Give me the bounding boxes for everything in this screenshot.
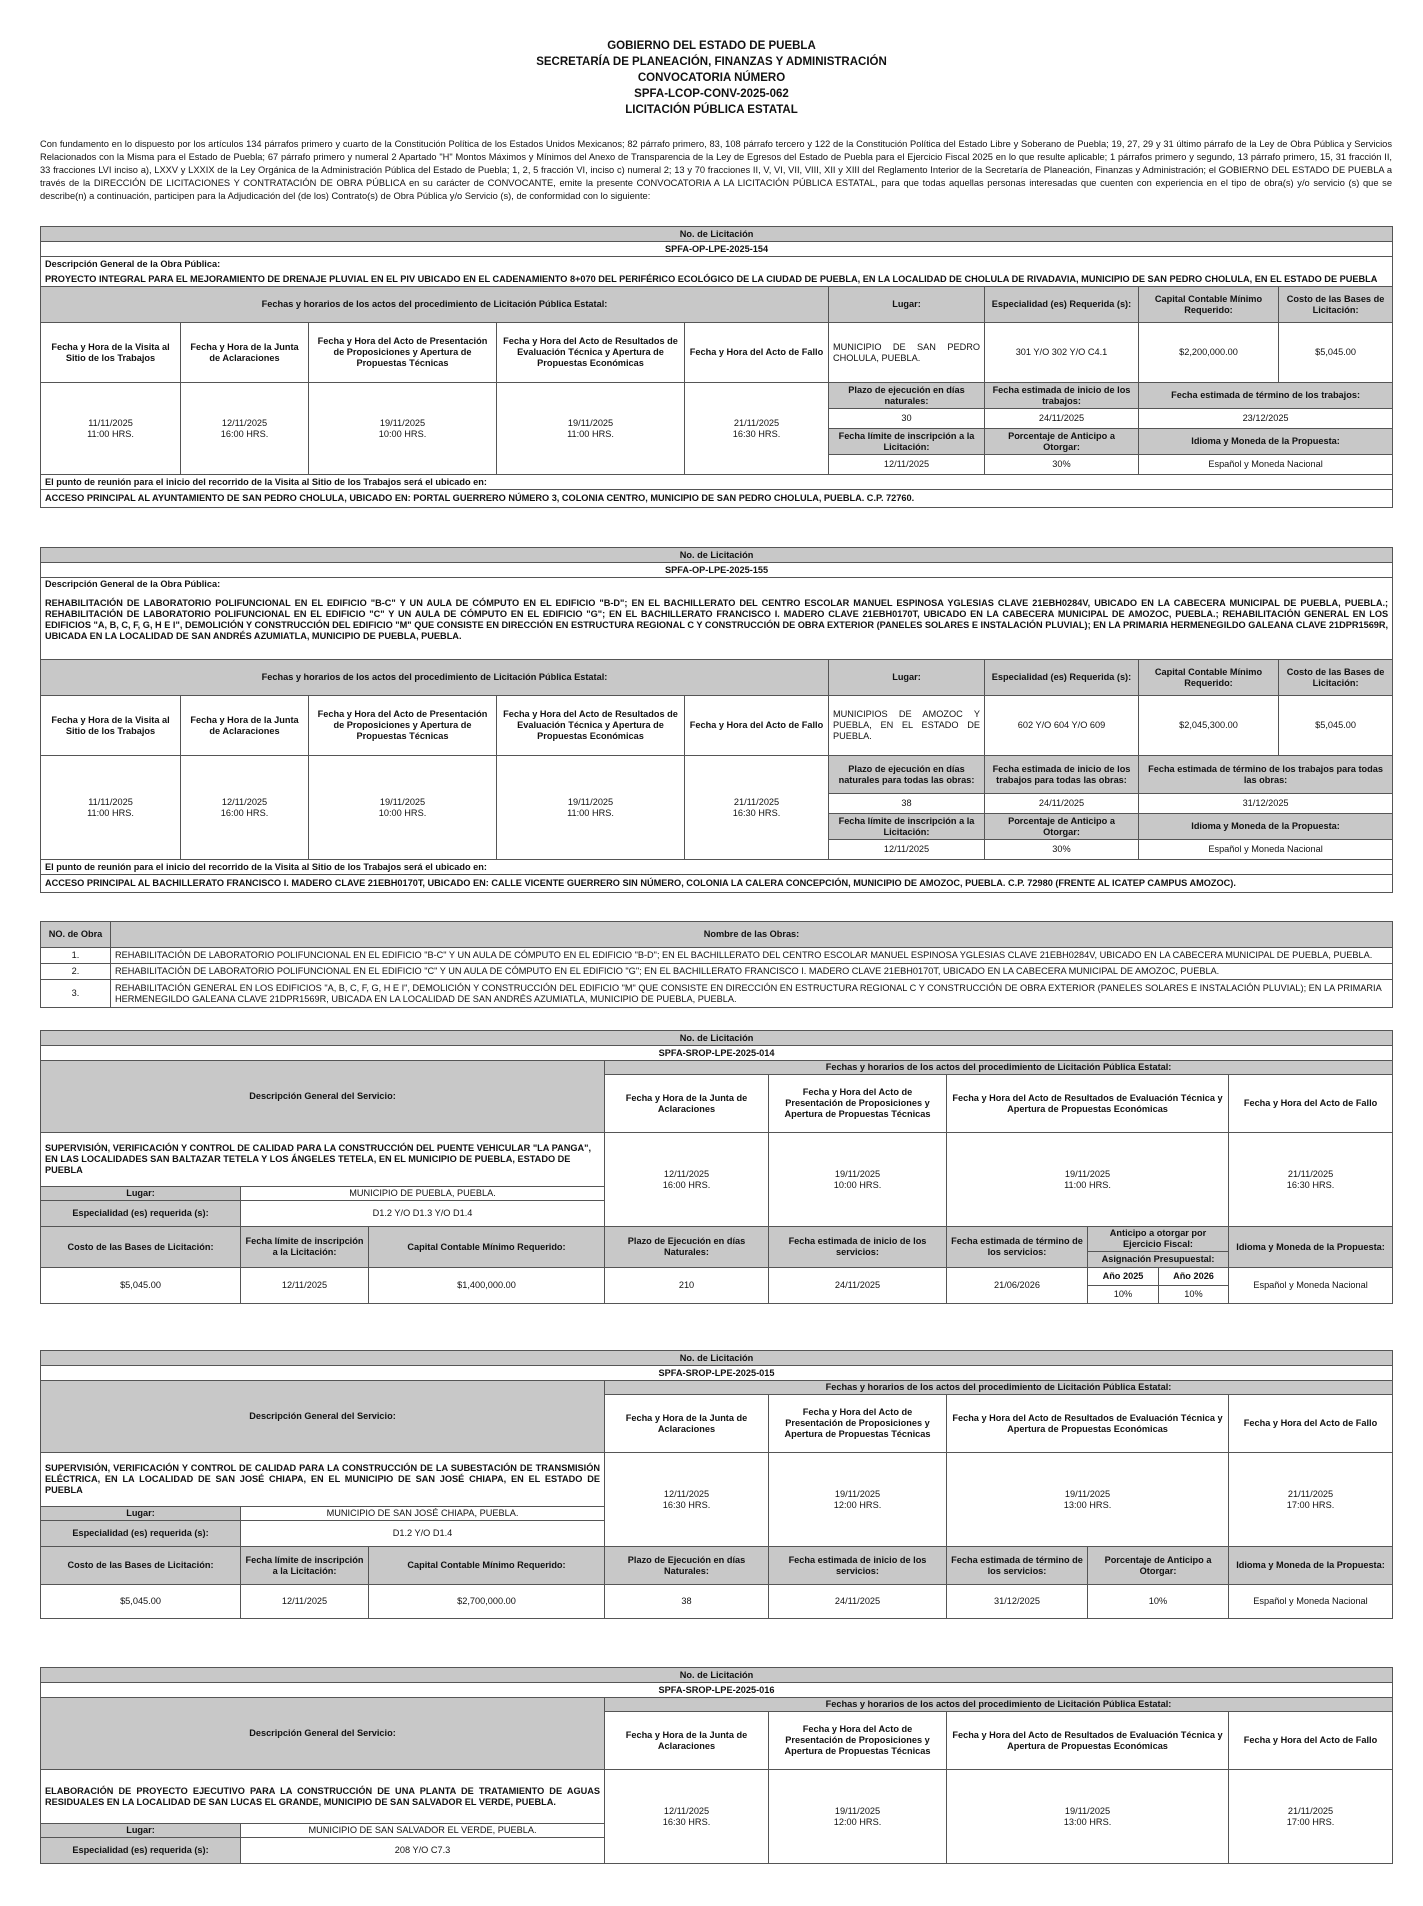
costo-value: $5,045.00 xyxy=(41,1268,241,1304)
licitacion-table-154 xyxy=(40,226,1393,508)
termino-label: Fecha estimada de término de los servicios: xyxy=(947,1547,1088,1585)
presentacion-label: Fecha y Hora del Acto de Presentación de Proposiciones y Apertura de Propuestas Técnicas xyxy=(769,1075,947,1133)
plazo-label: Plazo de ejecución en días naturales para todas las obras: xyxy=(829,756,985,794)
plazo-label: Plazo de Ejecución en días Naturales: xyxy=(605,1547,769,1585)
fallo-value: 21/11/2025 16:30 HRS. xyxy=(685,756,829,860)
capital-value: $2,700,000.00 xyxy=(369,1585,605,1619)
termino-label: Fecha estimada de término de los servicios: xyxy=(947,1227,1088,1268)
presentacion-label: Fecha y Hora del Acto de Presentación de Proposiciones y Apertura de Propuestas Técnicas xyxy=(769,1395,947,1453)
servicio-description: SUPERVISIÓN, VERIFICACIÓN Y CONTROL DE CALIDAD PARA LA CONSTRUCCIÓN DEL PUENTE VEHICULAR "LA PANGA", EN LAS LOCALIDADES SAN BALTAZAR TETELA Y LOS ÁNGELES TETELA, EN EL MUNICIPIO DE PUEBLA, ESTADO DE PUEBLA xyxy=(41,1133,605,1187)
junta-value: 12/11/2025 16:00 HRS. xyxy=(181,383,309,475)
licitacion-table-015 xyxy=(40,1350,1393,1619)
junta-label: Fecha y Hora de la Junta de Aclaraciones xyxy=(181,696,309,756)
limite-label: Fecha límite de inscripción a la Licitación: xyxy=(241,1227,369,1268)
header-line-5: LICITACIÓN PÚBLICA ESTATAL xyxy=(625,104,798,116)
intro-paragraph: Con fundamento en lo dispuesto por los artículos 134 párrafos primero y cuarto de la Constitución Política de los Estados Unidos Mexicanos; 82 párrafo primero, 83, 108 párrafo tercero y 122 de la Constitución Política del Estado Libre y Soberano de Puebla; 19, 27, 29 y 31 último párrafo de la Ley de Obra Pública y Servicios Relacionados con la Misma para el Estado de Puebla; 67 párrafo primero y numeral 2 Apartado "H" Montos Máximos y Mínimos del Anexo de Transparencia de la Ley de Egresos del Estado de Puebla para el Ejercicio Fiscal 2025 en lo que resulte aplicable; 1 párrafos primero y segundo, 13 párrafo primero, 15, 31 fracción II, 33 fracciones LVI inciso a), LXXV y LXXIX de la Ley Orgánica de la Administración Pública del Estado de Puebla; 1, 2, 5 fracción VI, inciso c) numeral 2; 13 y 70 fracciones II, V, VI, VII, VIII, XII y XIII del Reglamento Interior de la Secretaría de Planeación, Finanzas y Administración; el GOBIERNO DEL ESTADO DE PUEBLA a través de la DIRECCIÓN DE LICITACIONES Y CONTRATACIÓN DE OBRA PÚBLICA en su carácter de CONVOCANTE, emite la presente CONVOCATORIA A LA LICITACIÓN PÚBLICA ESTATAL, para que todas aquellas personas interesadas que cuenten con experiencia en el tipo de obra(s) y/o servicio (s) que se describe(n) a continuación, participen para la Adjudicación del (de los) Contrato(s) de Obra Pública y/o Servicio (s), de conformidad con lo siguiente: xyxy=(40,139,1392,201)
obra-description xyxy=(41,578,1393,660)
lugar-label: Lugar: xyxy=(829,287,985,323)
anticipo-2025-value: 10% xyxy=(1088,1286,1159,1304)
licitacion-table-014 xyxy=(40,1030,1393,1304)
junta-value: 12/11/2025 16:00 HRS. xyxy=(605,1133,769,1227)
limite-value: 12/11/2025 xyxy=(829,455,985,475)
inicio-label: Fecha estimada de inicio de los servicios: xyxy=(769,1547,947,1585)
especialidad-label: Especialidad (es) requerida (s): xyxy=(41,1201,241,1227)
asignacion-label: Asignación Presupuestal: xyxy=(1088,1252,1229,1268)
junta-value: 12/11/2025 16:30 HRS. xyxy=(605,1453,769,1547)
termino-value: 21/06/2026 xyxy=(947,1268,1088,1304)
idioma-value: Español y Moneda Nacional xyxy=(1139,840,1393,860)
servicio-description: ELABORACIÓN DE PROYECTO EJECUTIVO PARA LA CONSTRUCCIÓN DE UNA PLANTA DE TRATAMIENTO DE AGUAS RESIDUALES EN LA LOCALIDAD DE SAN LUCAS EL GRANDE, MUNICIPIO DE SAN SALVADOR EL VERDE, PUEBLA. xyxy=(41,1770,605,1824)
fallo-value: 21/11/2025 17:00 HRS. xyxy=(1229,1453,1393,1547)
presentacion-value: 19/11/2025 10:00 HRS. xyxy=(769,1133,947,1227)
no-licitacion-label: No. de Licitación xyxy=(41,548,1393,563)
costo-value: $5,045.00 xyxy=(1279,696,1393,756)
obra-description-text: PROYECTO INTEGRAL PARA EL MEJORAMIENTO DE DRENAJE PLUVIAL EN EL PIV UBICADO EN EL CADENAMIENTO 8+070 DEL PERIFÉRICO ECOLÓGICO DE LA CIUDAD DE PUEBLA, EN LA LOCALIDAD DE CHOLULA DE RIVADAVIA, MUNICIPIO DE SAN PEDRO CHOLULA, EN EL ESTADO DE PUEBLA xyxy=(45,273,1378,284)
punto-reunion-label: El punto de reunión para el inicio del recorrido de la Visita al Sitio de los Trabajos será el ubicado en: xyxy=(41,475,1393,490)
desc-servicio-label: Descripción General del Servicio: xyxy=(41,1061,605,1133)
fallo-value: 21/11/2025 17:00 HRS. xyxy=(1229,1770,1393,1864)
fallo-label: Fecha y Hora del Acto de Fallo xyxy=(1229,1712,1393,1770)
obra-description-text: REHABILITACIÓN DE LABORATORIO POLIFUNCIONAL EN EL EDIFICIO "B-C" Y UN AULA DE CÓMPUTO EN EL EDIFICIO "B-D"; EN EL BACHILLERATO DEL CENTRO ESCOLAR MANUEL ESPINOSA YGLESIAS CLAVE 21EBH0284V, UBICADO EN LA CABECERA MUNICIPAL DE PUEBLA, PUEBLA.; REHABILITACIÓN DE LABORATORIO POLIFUNCIONAL EN EL EDIFICIO "C" Y UN AULA DE CÓMPUTO EN EL EDIFICIO "G"; EN EL BACHILLERATO FRANCISCO I. MADERO CLAVE 21EBH0170T, UBICADO EN LA CABECERA MUNICIPAL DE AMOZOC, PUEBLA.; REHABILITACIÓN GENERAL EN LOS EDIFICIOS "A, B, C, F, G, H E I", DEMOLICIÓN Y CONSTRUCCIÓN DEL EDIFICIO "M" QUE CONSISTE EN DIRECCIÓN EN ESTRUCTURA REGIONAL C Y CONSTRUCCIÓN DE OBRA EXTERIOR (PANELES SOLARES E INSTALACIÓN PLUVIAL); EN LA PRIMARIA HERMENEGILDO GALEANA CLAVE 21DPR1569R, UBICADA EN LA LOCALIDAD DE SAN ANDRÉS AZUMIATLA, MUNICIPIO DE PUEBLA, PUEBLA. xyxy=(45,598,1389,641)
especialidad-value: D1.2 Y/O D1.4 xyxy=(241,1521,605,1547)
presentacion-value: 19/11/2025 12:00 HRS. xyxy=(769,1770,947,1864)
costo-value: $5,045.00 xyxy=(41,1585,241,1619)
anticipo-label: Porcentaje de Anticipo a Otorgar: xyxy=(985,429,1139,455)
anticipo-value: 30% xyxy=(985,840,1139,860)
capital-label: Capital Contable Mínimo Requerido: xyxy=(1139,660,1279,696)
plazo-value: 38 xyxy=(605,1585,769,1619)
lugar-label: Lugar: xyxy=(829,660,985,696)
termino-label: Fecha estimada de término de los trabajos para todas las obras: xyxy=(1139,756,1393,794)
anticipo-ejercicio-label: Anticipo a otorgar por Ejercicio Fiscal: xyxy=(1088,1227,1229,1252)
junta-label: Fecha y Hora de la Junta de Aclaraciones xyxy=(181,323,309,383)
fallo-label: Fecha y Hora del Acto de Fallo xyxy=(1229,1395,1393,1453)
no-licitacion-label: No. de Licitación xyxy=(41,227,1393,242)
licitacion-number: SPFA-OP-LPE-2025-154 xyxy=(41,242,1393,257)
capital-value: $2,045,300.00 xyxy=(1139,696,1279,756)
fechas-horarios-label: Fechas y horarios de los actos del procedimiento de Licitación Pública Estatal: xyxy=(605,1061,1393,1075)
lugar-value: MUNICIPIO DE SAN PEDRO CHOLULA, PUEBLA. xyxy=(829,323,985,383)
obra-name: REHABILITACIÓN GENERAL EN LOS EDIFICIOS "A, B, C, F, G, H E I", DEMOLICIÓN Y CONSTRUCCIÓN DEL EDIFICIO "M" QUE CONSISTE EN DIRECCIÓN EN ESTRUCTURA REGIONAL C Y CONSTRUCCIÓN DE OBRA EXTERIOR (PANELES SOLARES E INSTALACIÓN PLUVIAL); EN LA PRIMARIA HERMENEGILDO GALEANA CLAVE 21DPR1569R, UBICADA EN LA LOCALIDAD DE SAN ANDRÉS AZUMIATLA, MUNICIPIO DE PUEBLA, PUEBLA. xyxy=(111,980,1393,1008)
resultados-value: 19/11/2025 11:00 HRS. xyxy=(497,383,685,475)
anio-2025-label: Año 2025 xyxy=(1088,1268,1159,1286)
idioma-value: Español y Moneda Nacional xyxy=(1139,455,1393,475)
desc-obra-label: Descripción General de la Obra Pública: xyxy=(45,258,221,269)
costo-label: Costo de las Bases de Licitación: xyxy=(41,1227,241,1268)
costo-label: Costo de las Bases de Licitación: xyxy=(41,1547,241,1585)
idioma-value: Español y Moneda Nacional xyxy=(1229,1585,1393,1619)
fallo-label: Fecha y Hora del Acto de Fallo xyxy=(685,696,829,756)
resultados-label: Fecha y Hora del Acto de Resultados de Evaluación Técnica y Apertura de Propuestas Económicas xyxy=(497,323,685,383)
limite-label: Fecha límite de inscripción a la Licitación: xyxy=(241,1547,369,1585)
idioma-label: Idioma y Moneda de la Propuesta: xyxy=(1139,429,1393,455)
junta-value: 12/11/2025 16:30 HRS. xyxy=(605,1770,769,1864)
inicio-value: 24/11/2025 xyxy=(769,1585,947,1619)
obra-number: 3. xyxy=(41,980,111,1008)
desc-obra-label: Descripción General de la Obra Pública: xyxy=(45,579,221,589)
resultados-label: Fecha y Hora del Acto de Resultados de Evaluación Técnica y Apertura de Propuestas Económicas xyxy=(947,1075,1229,1133)
idioma-label: Idioma y Moneda de la Propuesta: xyxy=(1139,814,1393,840)
fallo-value: 21/11/2025 16:30 HRS. xyxy=(685,383,829,475)
obra-number: 1. xyxy=(41,948,111,964)
fallo-label: Fecha y Hora del Acto de Fallo xyxy=(1229,1075,1393,1133)
termino-value: 31/12/2025 xyxy=(947,1585,1088,1619)
visita-label: Fecha y Hora de la Visita al Sitio de los Trabajos xyxy=(41,323,181,383)
fechas-horarios-label: Fechas y horarios de los actos del procedimiento de Licitación Pública Estatal: xyxy=(41,660,829,696)
inicio-label: Fecha estimada de inicio de los trabajos: xyxy=(985,383,1139,409)
presentacion-label: Fecha y Hora del Acto de Presentación de Proposiciones y Apertura de Propuestas Técnicas xyxy=(309,323,497,383)
obra-name: REHABILITACIÓN DE LABORATORIO POLIFUNCIONAL EN EL EDIFICIO "B-C" Y UN AULA DE CÓMPUTO EN EL EDIFICIO "B-D"; EN EL BACHILLERATO DEL CENTRO ESCOLAR MANUEL ESPINOSA YGLESIAS CLAVE 21EBH0284V, UBICADO EN LA CABECERA MUNICIPAL DE PUEBLA, PUEBLA. xyxy=(111,948,1393,964)
junta-value: 12/11/2025 16:00 HRS. xyxy=(181,756,309,860)
anticipo-value: 30% xyxy=(985,455,1139,475)
servicio-description: SUPERVISIÓN, VERIFICACIÓN Y CONTROL DE CALIDAD PARA LA CONSTRUCCIÓN DE LA SUBESTACIÓN DE TRANSMISIÓN ELÉCTRICA, EN LA LOCALIDAD DE SAN JOSÉ CHIAPA, EN EL MUNICIPIO DE SAN JOSÉ CHIAPA, EN EL ESTADO DE PUEBLA xyxy=(41,1453,605,1507)
visita-value: 11/11/2025 11:00 HRS. xyxy=(41,756,181,860)
no-licitacion-label: No. de Licitación xyxy=(41,1351,1393,1366)
plazo-label: Plazo de Ejecución en días Naturales: xyxy=(605,1227,769,1268)
especialidad-label: Especialidad (es) Requerida (s): xyxy=(985,287,1139,323)
termino-label: Fecha estimada de término de los trabajos: xyxy=(1139,383,1393,409)
no-obra-label: NO. de Obra xyxy=(41,922,111,948)
lugar-value: MUNICIPIOS DE AMOZOC Y PUEBLA, EN EL ESTADO DE PUEBLA. xyxy=(829,696,985,756)
especialidad-value: 301 Y/O 302 Y/O C4.1 xyxy=(985,323,1139,383)
presentacion-value: 19/11/2025 10:00 HRS. xyxy=(309,756,497,860)
plazo-value: 38 xyxy=(829,794,985,814)
inicio-value: 24/11/2025 xyxy=(985,794,1139,814)
costo-label: Costo de las Bases de Licitación: xyxy=(1279,287,1393,323)
inicio-value: 24/11/2025 xyxy=(985,409,1139,429)
obras-table xyxy=(40,921,1393,1008)
licitacion-number: SPFA-SROP-LPE-2025-016 xyxy=(41,1683,1393,1698)
junta-label: Fecha y Hora de la Junta de Aclaraciones xyxy=(605,1712,769,1770)
lugar-label: Lugar: xyxy=(41,1187,241,1201)
resultados-label: Fecha y Hora del Acto de Resultados de Evaluación Técnica y Apertura de Propuestas Económicas xyxy=(497,696,685,756)
resultados-value: 19/11/2025 13:00 HRS. xyxy=(947,1770,1229,1864)
presentacion-value: 19/11/2025 10:00 HRS. xyxy=(309,383,497,475)
lugar-value: MUNICIPIO DE SAN JOSÉ CHIAPA, PUEBLA. xyxy=(241,1507,605,1521)
resultados-label: Fecha y Hora del Acto de Resultados de Evaluación Técnica y Apertura de Propuestas Económicas xyxy=(947,1712,1229,1770)
capital-label: Capital Contable Mínimo Requerido: xyxy=(369,1227,605,1268)
obra-name: REHABILITACIÓN DE LABORATORIO POLIFUNCIONAL EN EL EDIFICIO "C" Y UN AULA DE CÓMPUTO EN EL EDIFICIO "G"; EN EL BACHILLERATO FRANCISCO I. MADERO CLAVE 21EBH0170T, UBICADO EN LA CABECERA MUNICIPAL DE AMOZOC, PUEBLA. xyxy=(111,964,1393,980)
costo-value: $5,045.00 xyxy=(1279,323,1393,383)
header-line-1: GOBIERNO DEL ESTADO DE PUEBLA xyxy=(607,40,816,52)
licitacion-number: SPFA-OP-LPE-2025-155 xyxy=(41,563,1393,578)
anticipo-value: 10% xyxy=(1088,1585,1229,1619)
anticipo-label: Porcentaje de Anticipo a Otorgar: xyxy=(1088,1547,1229,1585)
no-licitacion-label: No. de Licitación xyxy=(41,1668,1393,1683)
visita-value: 11/11/2025 11:00 HRS. xyxy=(41,383,181,475)
fallo-label: Fecha y Hora del Acto de Fallo xyxy=(685,323,829,383)
capital-value: $2,200,000.00 xyxy=(1139,323,1279,383)
inicio-label: Fecha estimada de inicio de los trabajos para todas las obras: xyxy=(985,756,1139,794)
inicio-label: Fecha estimada de inicio de los servicios: xyxy=(769,1227,947,1268)
resultados-value: 19/11/2025 11:00 HRS. xyxy=(947,1133,1229,1227)
fallo-value: 21/11/2025 16:30 HRS. xyxy=(1229,1133,1393,1227)
capital-label: Capital Contable Mínimo Requerido: xyxy=(369,1547,605,1585)
especialidad-value: D1.2 Y/O D1.3 Y/O D1.4 xyxy=(241,1201,605,1227)
junta-label: Fecha y Hora de la Junta de Aclaraciones xyxy=(605,1395,769,1453)
anticipo-label: Porcentaje de Anticipo a Otorgar: xyxy=(985,814,1139,840)
plazo-value: 30 xyxy=(829,409,985,429)
nombre-obras-label: Nombre de las Obras: xyxy=(111,922,1393,948)
no-licitacion-label: No. de Licitación xyxy=(41,1031,1393,1046)
obra-description xyxy=(41,257,1393,287)
lugar-value: MUNICIPIO DE SAN SALVADOR EL VERDE, PUEBLA. xyxy=(241,1824,605,1838)
limite-value: 12/11/2025 xyxy=(241,1268,369,1304)
fechas-horarios-label: Fechas y horarios de los actos del procedimiento de Licitación Pública Estatal: xyxy=(41,287,829,323)
limite-value: 12/11/2025 xyxy=(241,1585,369,1619)
obra-number: 2. xyxy=(41,964,111,980)
idioma-value: Español y Moneda Nacional xyxy=(1229,1268,1393,1304)
junta-label: Fecha y Hora de la Junta de Aclaraciones xyxy=(605,1075,769,1133)
capital-value: $1,400,000.00 xyxy=(369,1268,605,1304)
desc-servicio-label: Descripción General del Servicio: xyxy=(41,1381,605,1453)
presentacion-label: Fecha y Hora del Acto de Presentación de Proposiciones y Apertura de Propuestas Técnicas xyxy=(309,696,497,756)
licitacion-table-016 xyxy=(40,1667,1393,1864)
punto-reunion-value: ACCESO PRINCIPAL AL AYUNTAMIENTO DE SAN PEDRO CHOLULA, UBICADO EN: PORTAL GUERRERO NÚMERO 3, COLONIA CENTRO, MUNICIPIO DE SAN PEDRO CHOLULA, PUEBLA. C.P. 72760. xyxy=(41,490,1393,508)
presentacion-value: 19/11/2025 12:00 HRS. xyxy=(769,1453,947,1547)
document-header xyxy=(0,38,1423,118)
limite-label: Fecha límite de inscripción a la Licitación: xyxy=(829,814,985,840)
header-line-2: SECRETARÍA DE PLANEACIÓN, FINANZAS Y ADMINISTRACIÓN xyxy=(536,56,887,68)
resultados-value: 19/11/2025 11:00 HRS. xyxy=(497,756,685,860)
desc-servicio-label: Descripción General del Servicio: xyxy=(41,1698,605,1770)
especialidad-value: 602 Y/O 604 Y/O 609 xyxy=(985,696,1139,756)
idioma-label: Idioma y Moneda de la Propuesta: xyxy=(1229,1547,1393,1585)
anio-2026-label: Año 2026 xyxy=(1159,1268,1229,1286)
licitacion-table-155 xyxy=(40,547,1393,893)
licitacion-number: SPFA-SROP-LPE-2025-015 xyxy=(41,1366,1393,1381)
header-line-3: CONVOCATORIA NÚMERO xyxy=(637,72,786,84)
especialidad-label: Especialidad (es) Requerida (s): xyxy=(985,660,1139,696)
especialidad-label: Especialidad (es) requerida (s): xyxy=(41,1838,241,1864)
lugar-label: Lugar: xyxy=(41,1824,241,1838)
costo-label: Costo de las Bases de Licitación: xyxy=(1279,660,1393,696)
limite-value: 12/11/2025 xyxy=(829,840,985,860)
anticipo-2026-value: 10% xyxy=(1159,1286,1229,1304)
resultados-label: Fecha y Hora del Acto de Resultados de Evaluación Técnica y Apertura de Propuestas Económicas xyxy=(947,1395,1229,1453)
termino-value: 31/12/2025 xyxy=(1139,794,1393,814)
licitacion-number: SPFA-SROP-LPE-2025-014 xyxy=(41,1046,1393,1061)
plazo-value: 210 xyxy=(605,1268,769,1304)
fechas-horarios-label: Fechas y horarios de los actos del procedimiento de Licitación Pública Estatal: xyxy=(605,1381,1393,1395)
visita-label: Fecha y Hora de la Visita al Sitio de los Trabajos xyxy=(41,696,181,756)
fechas-horarios-label: Fechas y horarios de los actos del procedimiento de Licitación Pública Estatal: xyxy=(605,1698,1393,1712)
limite-label: Fecha límite de inscripción a la Licitación: xyxy=(829,429,985,455)
resultados-value: 19/11/2025 13:00 HRS. xyxy=(947,1453,1229,1547)
capital-label: Capital Contable Mínimo Requerido: xyxy=(1139,287,1279,323)
idioma-label: Idioma y Moneda de la Propuesta: xyxy=(1229,1227,1393,1268)
especialidad-label: Especialidad (es) requerida (s): xyxy=(41,1521,241,1547)
punto-reunion-label: El punto de reunión para el inicio del recorrido de la Visita al Sitio de los Trabajos será el ubicado en: xyxy=(41,860,1393,875)
especialidad-value: 208 Y/O C7.3 xyxy=(241,1838,605,1864)
lugar-value: MUNICIPIO DE PUEBLA, PUEBLA. xyxy=(241,1187,605,1201)
header-line-4: SPFA-LCOP-CONV-2025-062 xyxy=(634,88,789,100)
termino-value: 23/12/2025 xyxy=(1139,409,1393,429)
plazo-label: Plazo de ejecución en días naturales: xyxy=(829,383,985,409)
lugar-label: Lugar: xyxy=(41,1507,241,1521)
inicio-value: 24/11/2025 xyxy=(769,1268,947,1304)
punto-reunion-value: ACCESO PRINCIPAL AL BACHILLERATO FRANCISCO I. MADERO CLAVE 21EBH0170T, UBICADO EN: CALLE VICENTE GUERRERO SIN NÚMERO, COLONIA LA CALERA CONCEPCIÓN, MUNICIPIO DE AMOZOC, PUEBLA. C.P. 72980 (FRENTE AL ICATEP CAMPUS AMOZOC). xyxy=(41,875,1393,893)
presentacion-label: Fecha y Hora del Acto de Presentación de Proposiciones y Apertura de Propuestas Técnicas xyxy=(769,1712,947,1770)
